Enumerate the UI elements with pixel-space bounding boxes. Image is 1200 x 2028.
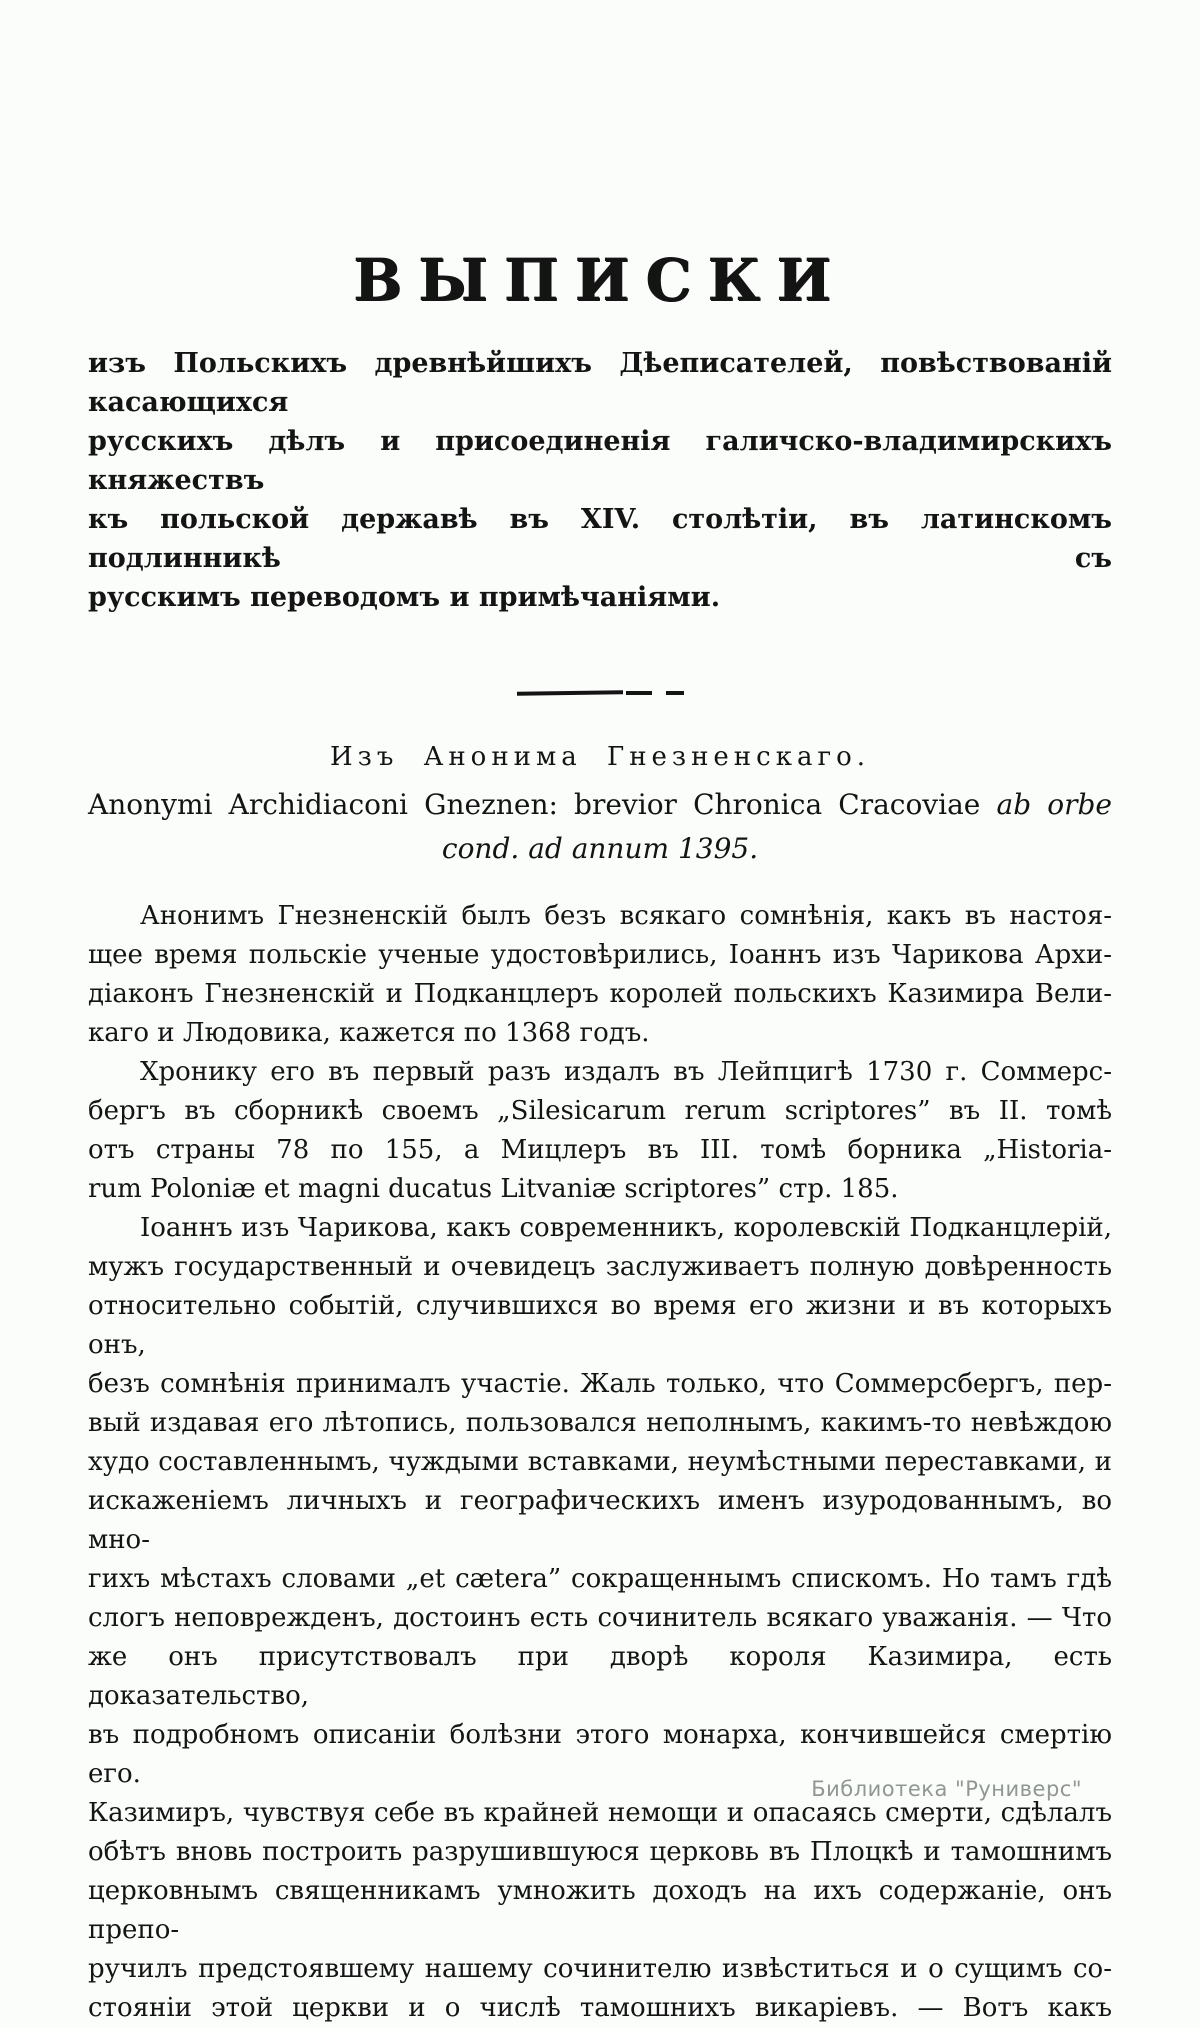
watermark: Библиотека "Руниверс" xyxy=(811,1777,1082,1801)
text-line: изъ Польскихъ древнѣйшихъ Дѣеписателей, повѣствованій касающихся xyxy=(88,348,1112,418)
text-line: Іоаннъ изъ Чарикова, какъ современникъ, королевскій Подканцлерій, xyxy=(140,1213,1112,1243)
divider-bar xyxy=(516,690,622,695)
text-line: русскимъ переводомъ и примѣчаніями. xyxy=(88,582,721,613)
text-line: Казимиръ, чувствуя себе въ крайней немощи и опасаясь смерти, сдѣлалъ xyxy=(88,1798,1112,1828)
text-line: стояніи этой церкви и о числѣ тамошнихъ викаріевъ. — Вотъ какъ xyxy=(88,1993,1112,2023)
body-text xyxy=(88,897,1112,2028)
text-line: діаконъ Гнезненскій и Подканцлеръ королей польскихъ Казимира Вели- xyxy=(88,979,1112,1009)
section-divider xyxy=(88,691,1112,695)
text-line: русскихъ дѣлъ и присоединенія галичско-владимирскихъ княжествъ xyxy=(88,426,1112,496)
divider-short-dash xyxy=(666,691,684,695)
text-line: въ подробномъ описаніи болѣзни этого монарха, кончившейся смертію его. xyxy=(88,1720,1112,1789)
text-line: къ польской державѣ въ XIV. столѣтіи, въ латинскомъ подлинникѣ съ xyxy=(88,504,1112,574)
paragraph-2 xyxy=(88,1053,1112,1209)
text-line: безъ сомнѣнія принималъ участіе. Жаль только, что Соммерсбергъ, пер- xyxy=(88,1369,1112,1399)
text-line: слогъ неповрежденъ, достоинъ есть сочинитель всякаго уважанія. — Что xyxy=(88,1603,1112,1633)
latin-title-roman-part: Anonymi Archidiaconi Gneznen: brevior Chronica Cracoviae xyxy=(88,788,981,821)
page-title: ВЫПИСКИ xyxy=(352,246,847,314)
paragraph-3 xyxy=(88,1209,1112,2028)
latin-title-italic-part: ab orbe xyxy=(996,788,1112,821)
text-line: церковнымъ священникамъ умножить доходъ на ихъ содержаніе, онъ препо- xyxy=(88,1876,1112,1945)
divider-lines xyxy=(517,691,684,695)
latin-title-line1 xyxy=(88,783,1112,827)
text-line: обѣтъ вновь построить разрушившуюся церковь въ Плоцкѣ и тамошнимъ xyxy=(88,1837,1112,1867)
text-line: ручилъ предстоявшему нашему сочинителю извѣститься и о сущимъ со- xyxy=(88,1954,1112,1984)
text-line: Анонимъ Гнезненскій былъ безъ всякаго сомнѣнія, какъ въ настоя- xyxy=(140,901,1112,931)
text-line: rum Poloniæ et magni ducatus Litvaniæ scriptores” стр. 185. xyxy=(88,1174,899,1204)
text-line: же онъ присутствовалъ при дворѣ короля Казимира, есть доказательство, xyxy=(88,1642,1112,1711)
paragraph-1 xyxy=(88,897,1112,1053)
latin-title xyxy=(88,783,1112,871)
latin-title-line2: cond. ad annum 1395. xyxy=(441,832,759,865)
text-line: бергъ въ сборникѣ своемъ „Silesicarum rerum scriptores” въ II. томѣ xyxy=(88,1096,1112,1126)
text-line: худо составленнымъ, чуждыми вставками, неумѣстными переставками, и xyxy=(88,1447,1112,1477)
divider-dash xyxy=(626,691,652,695)
text-line: каго и Людовика, кажется по 1368 годъ. xyxy=(88,1018,650,1048)
subtitle-paragraph xyxy=(88,344,1112,617)
text-line: щее время польскіе ученые удостовѣрились, Іоаннъ изъ Чарикова Архи- xyxy=(88,940,1112,970)
text-line: вый издавая его лѣтопись, пользовался неполнымъ, какимъ-то невѣждою xyxy=(88,1408,1112,1438)
text-line: искаженіемъ личныхъ и географическихъ именъ изуродованнымъ, во мно- xyxy=(88,1486,1112,1555)
text-line: мужъ государственный и очевидецъ заслуживаетъ полную довѣренность xyxy=(88,1252,1112,1282)
section-heading: Изъ Анонима Гнезненскаго. xyxy=(330,742,870,772)
text-line: относительно событій, случившихся во время его жизни и въ которыхъ онъ, xyxy=(88,1291,1112,1360)
text-line: Хронику его въ первый разъ издалъ въ Лейпцигѣ 1730 г. Соммерс- xyxy=(140,1057,1112,1087)
text-line: отъ страны 78 по 155, а Мицлеръ въ III. томѣ борника „Historia- xyxy=(88,1135,1112,1165)
text-line: гихъ мѣстахъ словами „et cætera” сокращеннымъ спискомъ. Но тамъ гдѣ xyxy=(88,1564,1112,1594)
